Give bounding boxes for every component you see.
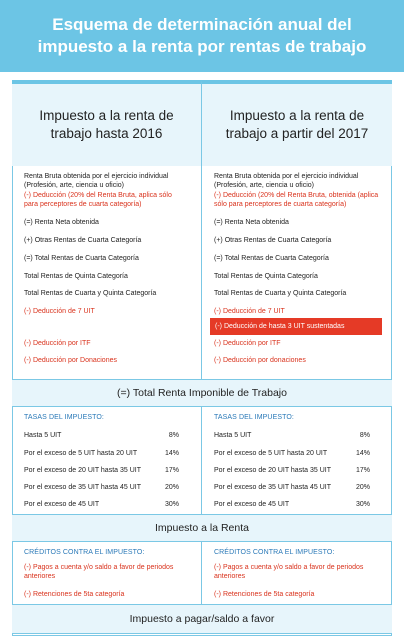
right-item: (-) Deducción por donaciones [214, 357, 306, 364]
income-tax-band: Impuesto a la Renta [12, 514, 392, 542]
left-item: (-) Deducción por ITF [24, 340, 91, 347]
left-item: Total Rentas de Cuarta y Quinta Categoría [24, 290, 157, 297]
right-rates-section [202, 407, 392, 514]
rate-value: 8% [359, 432, 370, 439]
left-item: para perceptores de cuarta categoría) [24, 201, 142, 208]
credit-item: (-) Retenciones de 5ta categoría [24, 591, 125, 598]
right-column [202, 166, 392, 379]
right-item: (+) Otras Rentas de Cuarta Categoría [214, 237, 332, 244]
rate-label: Por el exceso de 35 UIT hasta 45 UIT [214, 484, 331, 491]
left-item: (+) Otras Rentas de Cuarta Categoría [24, 237, 142, 244]
rate-label: Por el exceso de 5 UIT hasta 20 UIT [214, 450, 328, 457]
left-title-line-1: Impuesto a la renta de [39, 108, 174, 123]
rate-value: 17% [355, 467, 370, 474]
rate-label: Hasta 5 UIT [24, 432, 62, 439]
left-item: (-) Deducción por Donaciones [24, 357, 117, 364]
rate-value: 30% [355, 501, 370, 508]
highlighted-deduction: (-) Deducción de hasta 3 UIT sustentadas [210, 318, 382, 335]
rate-value: 14% [355, 450, 370, 457]
left-column [12, 166, 202, 379]
rates-header: TASAS DEL IMPUESTO: [214, 414, 294, 421]
right-item: (=) Renta Neta obtenida [214, 219, 289, 226]
rates-header: TASAS DEL IMPUESTO: [24, 414, 104, 421]
rate-value: 30% [164, 501, 179, 508]
rate-label: Por el exceso de 45 UIT [24, 501, 100, 508]
rate-value: 17% [164, 467, 179, 474]
rate-label: Hasta 5 UIT [214, 432, 252, 439]
right-credits-section [202, 542, 392, 604]
right-item: Total Rentas de Cuarta y Quinta Categoría [214, 290, 347, 297]
credits-header: CRÉDITOS CONTRA EL IMPUESTO: [214, 549, 335, 556]
left-item: Total Rentas de Quinta Categoría [24, 273, 128, 280]
right-title-line-1: Impuesto a la renta de [229, 108, 365, 123]
rate-value: 8% [168, 432, 179, 439]
right-item: sólo para perceptores de cuarta categoría) [214, 201, 347, 208]
left-item: (-) Deducción de 7 UIT [24, 308, 95, 315]
right-title-line-2: trabajo a partir del 2017 [225, 126, 369, 141]
left-credits-section [12, 542, 202, 604]
left-item: (Profesión, arte, ciencia u oficio) [24, 182, 124, 189]
right-item: (-) Deducción (20% del Renta Bruta, obtenida (aplica [214, 192, 379, 199]
credit-item: (-) Retenciones de 5ta categoría [214, 591, 315, 598]
title-line-1: Esquema de determinación anual del [52, 15, 352, 34]
credit-item: anteriores [214, 573, 246, 580]
rate-value: 20% [355, 484, 370, 491]
left-item: (=) Total Rentas de Cuarta Categoría [24, 255, 139, 262]
rate-label: Por el exceso de 45 UIT [214, 501, 290, 508]
taxable-income-band: (=) Total Renta Imponible de Trabajo [12, 379, 392, 407]
right-item: Total Rentas de Quinta Categoría [214, 273, 318, 280]
credit-item: (-) Pagos a cuenta y/o saldo a favor de periodos [24, 564, 174, 571]
left-item: Renta Bruta obtenida por el ejercicio individual [24, 173, 169, 180]
left-title-line-2: trabajo hasta 2016 [50, 126, 163, 141]
right-item: (-) Deducción de 7 UIT [214, 308, 285, 315]
credits-header: CRÉDITOS CONTRA EL IMPUESTO: [24, 549, 145, 556]
left-column-header [12, 80, 202, 166]
left-rates-section [12, 407, 202, 514]
credit-item: anteriores [24, 573, 56, 580]
right-item: Renta Bruta obtenida por el ejercicio individual [214, 173, 359, 180]
right-item: (Profesión, arte, ciencia u oficio) [214, 182, 314, 189]
rate-value: 14% [164, 450, 179, 457]
rate-label: Por el exceso de 20 UIT hasta 35 UIT [24, 467, 141, 474]
right-item: (=) Total Rentas de Cuarta Categoría [214, 255, 329, 262]
left-item: (=) Renta Neta obtenida [24, 219, 99, 226]
rate-value: 20% [164, 484, 179, 491]
right-item: (-) Deducción por ITF [214, 340, 281, 347]
title-line-2: impuesto a la renta por rentas de trabajo [37, 37, 367, 56]
rate-label: Por el exceso de 5 UIT hasta 20 UIT [24, 450, 138, 457]
tax-payable-band: Impuesto a pagar/saldo a favor [12, 604, 392, 634]
credit-item: (-) Pagos a cuenta y/o saldo a favor de periodos [214, 564, 364, 571]
title-banner [0, 0, 404, 72]
right-column-header [202, 80, 392, 166]
rate-label: Por el exceso de 20 UIT hasta 35 UIT [214, 467, 331, 474]
rate-label: Por el exceso de 35 UIT hasta 45 UIT [24, 484, 141, 491]
left-item: (-) Deducción (20% del Renta Bruta, aplica sólo [24, 192, 172, 199]
